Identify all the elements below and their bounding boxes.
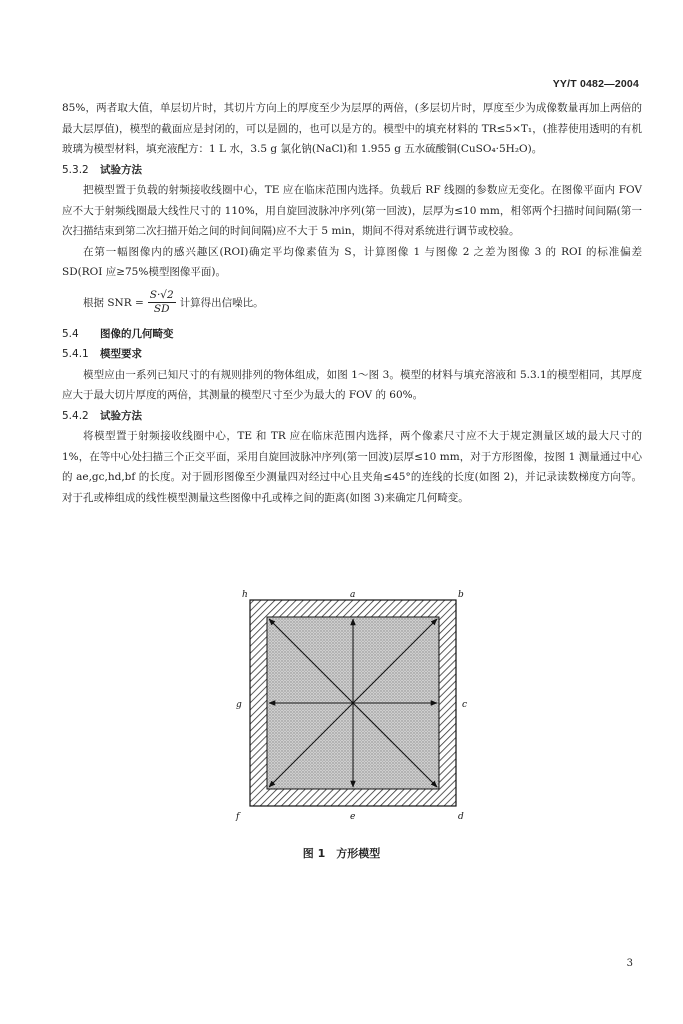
heading-number: 5.4.1 [62,348,89,360]
label-b: b [458,590,464,600]
heading-number: 5.4 [62,327,79,340]
paragraph-5: 将模型置于射频接收线圈中心，TE 和 TR 应在临床范围内选择，两个像素尺寸应不大于规定测量区域的最大尺寸的 1%，在等中心处扫描三个正交平面，采用自旋回波脉冲序列(第一回波)层厚≤10 mm，对于方形图像，按图 1 测量通过中心的 ae,gc,hd,bf 的长度。对于圆形图像至少测量四对经过中心且夹角≤45°的连线的长度(如图 2)，并记录读数梯度方向等。对于孔或棒组成的线性模型测量这些图像中孔或棒之间的距离(如图 3)来确定几何畸变。 [62,430,642,504]
paragraph-3: 在第一幅图像内的感兴趣区(ROI)确定平均像素值为 S，计算图像 1 与图像 2 之差为图像 3 的 ROI 的标准偏差 SD(ROI 应≥75%模型图像平面)。 [62,245,642,278]
heading-title: 试验方法 [100,409,142,422]
paragraph-2: 把模型置于负载的射频接收线圈中心，TE 应在临床范围内选择。负载后 RF 线圈的参数应无变化。在图像平面内 FOV 应不大于射频线圈最大线性尺寸的 110%，用自旋回波脉冲序列(第一回波)，层厚为≤10 mm，相邻两个扫描时间间隔(第一次扫描结束到第二次扫描开始之间的时间间隔)应不大于 5 min，期间不得对系统进行调节或校验。 [62,184,642,237]
label-c: c [462,700,468,710]
figure-1-square-phantom [230,588,470,823]
label-g: g [236,700,242,710]
formula-numerator: S·√2 [149,288,174,301]
heading-5-4-2 [62,406,642,427]
heading-5-4-1 [62,344,642,365]
measurement-lines [269,619,437,787]
heading-5-4 [62,324,642,345]
heading-number: 5.3.2 [62,163,89,176]
paragraph-1: 85%，两者取大值，单层切片时，其切片方向上的厚度至少为层厚的两倍，(多层切片时，厚度至少为成像数量再加上两倍的最大层厚值)，模型的截面应是封闭的，可以是圆的，也可以是方的。模型中的填充材料的 TR≤5×T₁，(推荐使用透明的有机玻璃为模型材料，填充液配方：1 L 水，3.5 g 氯化钠(NaCl)和 1.955 g 五水硫酸铜(CuSO₄·5H₂O)。 [62,102,642,155]
body-text [62,98,642,508]
label-e: e [350,812,356,822]
paragraph-4: 模型应由一系列已知尺寸的有规则排列的物体组成，如图 1～图 3。模型的材料与填充溶液和 5.3.1的模型相同，其厚度应大于最大切片厚度的两倍，其测量的模型尺寸至少为最大的 FOV 的 60%。 [62,368,642,401]
label-h: h [242,590,248,600]
formula-prefix: 根据 SNR = [83,296,144,309]
square-phantom-diagram [230,588,470,823]
heading-5-3-2 [62,160,642,181]
snr-formula [62,289,642,316]
formula-denominator: SD [153,302,170,315]
label-a: a [350,590,356,600]
label-d: d [458,812,464,822]
formula-fraction [148,289,176,316]
heading-title: 模型要求 [100,348,142,360]
figure-caption: 图 1 方形模型 [302,847,381,860]
heading-number: 5.4.2 [62,409,89,422]
heading-title: 图像的几何畸变 [100,327,174,340]
standard-number: YY/T 0482—2004 [552,78,639,90]
heading-title: 试验方法 [100,163,142,176]
page-number: 3 [626,958,633,969]
formula-suffix: 计算得出信噪比。 [179,296,264,309]
label-f: f [236,812,240,822]
